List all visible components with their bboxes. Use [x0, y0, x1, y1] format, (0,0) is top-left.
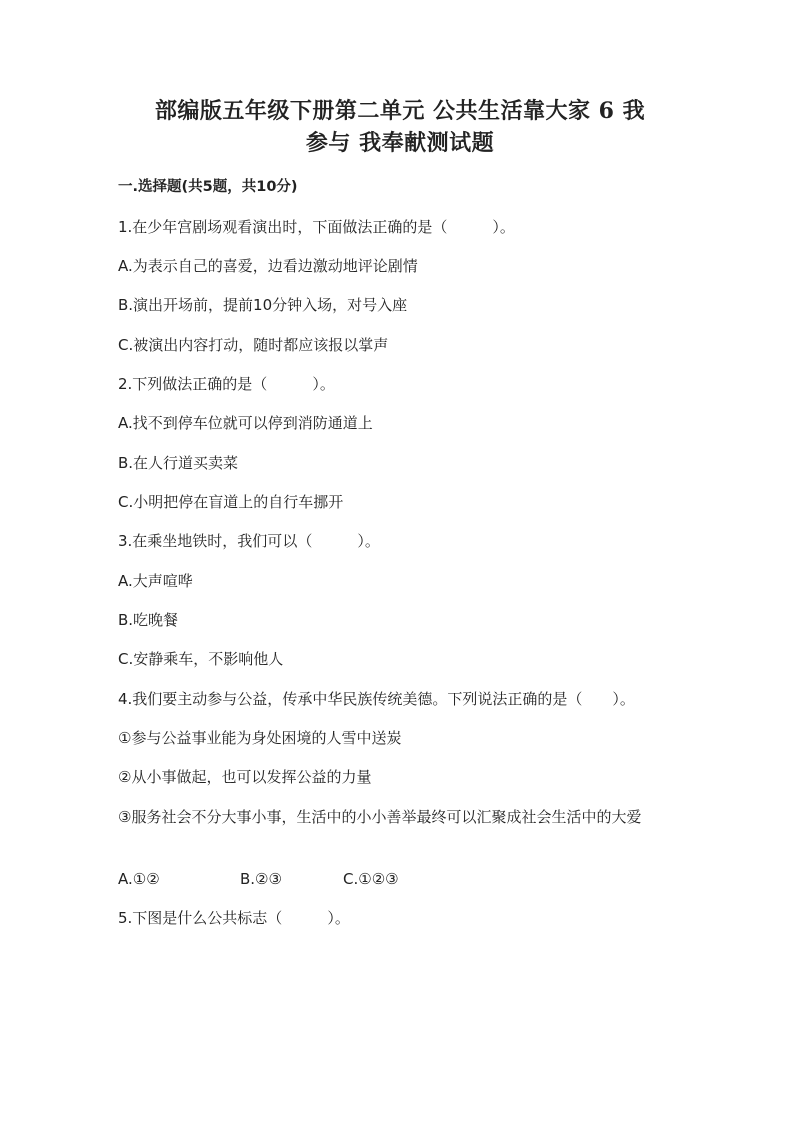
question-1-option-a: A.为表示自己的喜爱，边看边激动地评论剧情	[118, 257, 418, 275]
question-3-option-c: C.安静乘车，不影响他人	[118, 650, 284, 668]
question-4-statement-1: ①参与公益事业能为身处困境的人雪中送炭	[118, 729, 402, 747]
question-4-option-b: B.②③	[240, 870, 282, 888]
question-4-statement-2: ②从小事做起，也可以发挥公益的力量	[118, 768, 372, 786]
question-1-option-c: C.被演出内容打动，随时都应该报以掌声	[118, 336, 389, 354]
question-3-option-a: A.大声喧哗	[118, 572, 193, 590]
question-1-stem: 1.在少年宫剧场观看演出时，下面做法正确的是（ ）。	[118, 218, 515, 236]
page-title-line2: 参与 我奉献测试题	[305, 130, 495, 156]
question-4-option-c: C.①②③	[343, 870, 399, 888]
question-4-stem: 4.我们要主动参与公益，传承中华民族传统美德。下列说法正确的是（ ）。	[118, 690, 635, 708]
question-2-option-c: C.小明把停在盲道上的自行车挪开	[118, 493, 344, 511]
question-4-option-a: A.①②	[118, 870, 160, 888]
question-2-stem: 2.下列做法正确的是（ ）。	[118, 375, 335, 393]
question-3-stem: 3.在乘坐地铁时，我们可以（ ）。	[118, 532, 380, 550]
question-2-option-b: B.在人行道买卖菜	[118, 454, 239, 472]
question-1-option-b: B.演出开场前，提前10分钟入场，对号入座	[118, 296, 408, 314]
section-heading: 一.选择题(共5题，共10分)	[118, 179, 298, 195]
question-4-statement-3: ③服务社会不分大事小事，生活中的小小善举最终可以汇聚成社会生活中的大爱	[118, 808, 642, 826]
question-3-option-b: B.吃晚餐	[118, 611, 179, 629]
question-5-stem: 5.下图是什么公共标志（ ）。	[118, 909, 350, 927]
page-title-line1: 部编版五年级下册第二单元 公共生活靠大家 6 我	[154, 98, 646, 124]
question-2-option-a: A.找不到停车位就可以停到消防通道上	[118, 414, 373, 432]
